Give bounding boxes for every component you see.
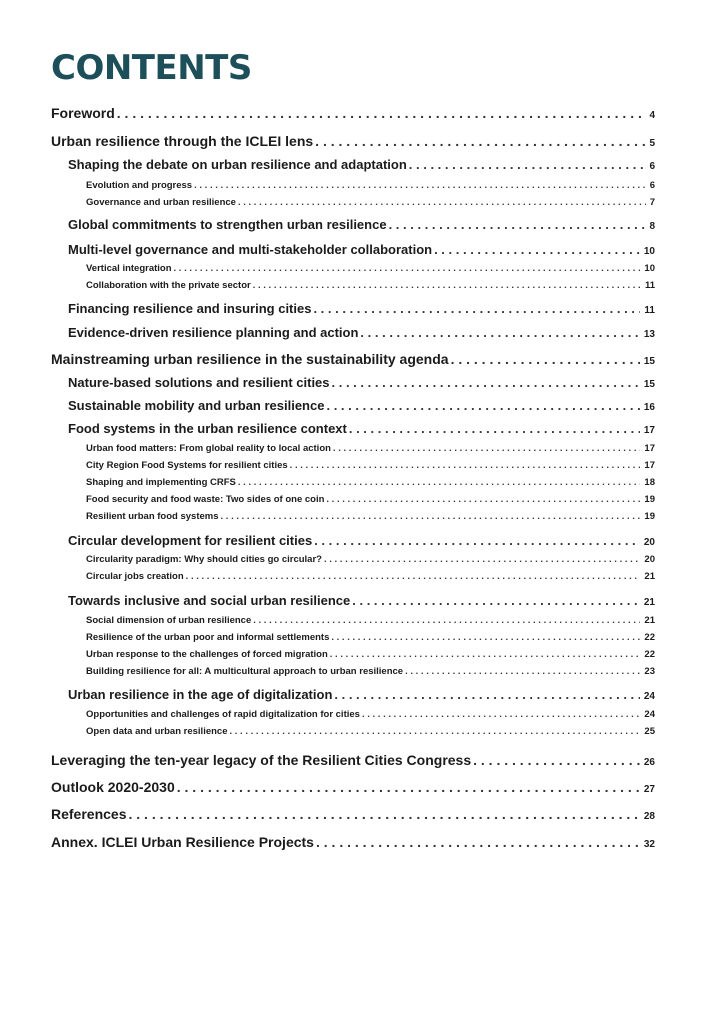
toc-entry[interactable] <box>86 180 655 191</box>
dot-leader <box>194 180 646 191</box>
toc-entry-title: Urban food matters: From global reality to local action <box>86 443 331 454</box>
toc-entry-title: Vertical integration <box>86 263 172 274</box>
toc-entry-page: 11 <box>644 280 655 291</box>
toc-entry[interactable] <box>86 494 655 505</box>
dot-leader <box>332 375 640 390</box>
dot-leader <box>238 197 646 208</box>
toc-entry[interactable] <box>51 752 655 768</box>
toc-entry[interactable] <box>68 242 655 257</box>
dot-leader <box>238 477 641 488</box>
toc-entry[interactable] <box>68 593 655 608</box>
dot-leader <box>451 351 640 367</box>
toc-entry[interactable] <box>68 421 655 436</box>
toc-entry-page: 5 <box>649 138 655 149</box>
toc-entry-page: 4 <box>649 110 655 121</box>
dot-leader <box>326 398 639 413</box>
toc-entry-page: 26 <box>643 757 655 768</box>
toc-entry-title: Open data and urban resilience <box>86 726 228 737</box>
toc-entry-page: 32 <box>643 839 655 850</box>
toc-entry-page: 17 <box>643 425 655 436</box>
toc-entry-page: 6 <box>649 161 655 172</box>
toc-entry[interactable] <box>86 632 655 643</box>
page-title: CONTENTS <box>51 48 252 88</box>
dot-leader <box>360 325 639 340</box>
toc-entry[interactable] <box>68 687 655 702</box>
toc-entry-page: 19 <box>644 511 655 522</box>
toc-entry-page: 11 <box>644 305 655 316</box>
toc-entry-page: 28 <box>643 811 655 822</box>
dot-leader <box>326 494 640 505</box>
toc-entry-page: 27 <box>643 784 655 795</box>
toc-entry-page: 10 <box>643 246 655 257</box>
toc-entry-page: 7 <box>649 197 655 208</box>
toc-entry-title: Shaping the debate on urban resilience and adaptation <box>68 157 407 172</box>
toc-entry-page: 19 <box>644 494 655 505</box>
dot-leader <box>221 511 641 522</box>
toc-entry[interactable] <box>86 726 655 737</box>
dot-leader <box>253 615 640 626</box>
toc-entry[interactable] <box>51 834 655 850</box>
toc-entry-title: Shaping and implementing CRFS <box>86 477 236 488</box>
toc-entry-title: Social dimension of urban resilience <box>86 615 252 626</box>
toc-entry-page: 22 <box>644 649 655 660</box>
dot-leader <box>352 593 640 608</box>
toc-entry-title: Nature-based solutions and resilient cities <box>68 375 330 390</box>
toc-entry-title: Foreword <box>51 105 115 121</box>
dot-leader <box>314 533 640 548</box>
toc-entry-title: Collaboration with the private sector <box>86 280 251 291</box>
toc-entry-title: Building resilience for all: A multicultural approach to urban resilience <box>86 666 404 677</box>
dot-leader <box>316 834 640 850</box>
toc-entry-title: Global commitments to strengthen urban resilience <box>68 217 387 232</box>
dot-leader <box>186 571 641 582</box>
toc-entry-title: Outlook 2020-2030 <box>51 779 175 795</box>
toc-entry[interactable] <box>86 554 655 565</box>
toc-entry-page: 17 <box>644 443 655 454</box>
dot-leader <box>129 806 640 822</box>
toc-entry[interactable] <box>68 325 655 340</box>
dot-leader <box>229 726 640 737</box>
toc-entry-title: Sustainable mobility and urban resilience <box>68 398 325 413</box>
toc-entry-page: 13 <box>643 329 655 340</box>
toc-entry[interactable] <box>68 398 655 413</box>
toc-entry-title: Food security and food waste: Two sides of one coin <box>86 494 325 505</box>
toc-entry-page: 6 <box>649 180 655 191</box>
toc-entry-page: 21 <box>643 597 655 608</box>
toc-entry-title: Governance and urban resilience <box>86 197 236 208</box>
toc-entry[interactable] <box>86 280 655 291</box>
toc-entry[interactable] <box>86 443 655 454</box>
toc-entry-title: Annex. ICLEI Urban Resilience Projects <box>51 834 314 850</box>
dot-leader <box>117 105 646 121</box>
toc-entry-title: Financing resilience and insuring cities <box>68 301 312 316</box>
toc-entry-title: References <box>51 806 127 822</box>
toc-entry[interactable] <box>51 133 655 149</box>
dot-leader <box>315 133 645 149</box>
dot-leader <box>473 752 640 768</box>
toc-entry-title: Circular jobs creation <box>86 571 184 582</box>
toc-entry-page: 17 <box>644 460 655 471</box>
toc-entry-title: Urban resilience in the age of digitalization <box>68 687 333 702</box>
dot-leader <box>405 666 640 677</box>
toc-entry-page: 21 <box>644 615 655 626</box>
dot-leader <box>290 460 641 471</box>
toc-entry[interactable] <box>86 709 655 720</box>
dot-leader <box>177 779 640 795</box>
dot-leader <box>324 554 640 565</box>
toc-entry-page: 18 <box>644 477 655 488</box>
dot-leader <box>313 301 640 316</box>
toc-entry-page: 25 <box>644 726 655 737</box>
toc-entry-page: 16 <box>643 402 655 413</box>
dot-leader <box>174 263 641 274</box>
toc-entry-title: Resilience of the urban poor and informal settlements <box>86 632 330 643</box>
toc-entry[interactable] <box>68 375 655 390</box>
dot-leader <box>330 649 641 660</box>
toc-entry-title: Circularity paradigm: Why should cities go circular? <box>86 554 322 565</box>
toc-entry-title: Circular development for resilient cities <box>68 533 313 548</box>
toc-entry-page: 23 <box>644 666 655 677</box>
toc-entry[interactable] <box>86 477 655 488</box>
toc-entry[interactable] <box>86 666 655 677</box>
toc-entry-page: 15 <box>643 356 655 367</box>
toc-entry-title: Food systems in the urban resilience context <box>68 421 347 436</box>
toc-entry-page: 24 <box>643 691 655 702</box>
dot-leader <box>434 242 640 257</box>
toc-entry-title: Towards inclusive and social urban resilience <box>68 593 351 608</box>
toc-entry[interactable] <box>51 806 655 822</box>
toc-entry[interactable] <box>51 779 655 795</box>
toc-entry[interactable] <box>68 157 655 172</box>
dot-leader <box>333 443 641 454</box>
dot-leader <box>349 421 640 436</box>
dot-leader <box>389 217 646 232</box>
toc-entry-title: Leveraging the ten-year legacy of the Resilient Cities Congress <box>51 752 472 768</box>
dot-leader <box>362 709 640 720</box>
toc-entry-page: 22 <box>644 632 655 643</box>
toc-entry-page: 15 <box>643 379 655 390</box>
toc-entry-title: Resilient urban food systems <box>86 511 219 522</box>
dot-leader <box>409 157 646 172</box>
toc-entry[interactable] <box>86 571 655 582</box>
dot-leader <box>331 632 640 643</box>
toc-entry[interactable] <box>86 263 655 274</box>
toc-entry-page: 21 <box>644 571 655 582</box>
toc-entry-title: Evidence-driven resilience planning and action <box>68 325 359 340</box>
toc-entry-title: Urban resilience through the ICLEI lens <box>51 133 314 149</box>
dot-leader <box>334 687 639 702</box>
toc-entry[interactable] <box>86 460 655 471</box>
dot-leader <box>253 280 641 291</box>
toc-entry-title: Mainstreaming urban resilience in the sustainability agenda <box>51 351 449 367</box>
toc-entry[interactable] <box>86 649 655 660</box>
toc-entry-title: Opportunities and challenges of rapid digitalization for cities <box>86 709 360 720</box>
toc-entry[interactable] <box>68 533 655 548</box>
toc-entry[interactable] <box>51 105 655 121</box>
toc-entry-page: 8 <box>649 221 655 232</box>
toc-entry[interactable] <box>86 197 655 208</box>
toc-entry-title: Evolution and progress <box>86 180 193 191</box>
toc-entry[interactable] <box>68 301 655 316</box>
toc-entry-page: 24 <box>644 709 655 720</box>
toc-entry-title: Multi-level governance and multi-stakeholder collaboration <box>68 242 433 257</box>
toc-entry[interactable] <box>51 351 655 367</box>
toc-entry[interactable] <box>86 615 655 626</box>
toc-entry[interactable] <box>86 511 655 522</box>
toc-entry-page: 10 <box>644 263 655 274</box>
toc-entry-page: 20 <box>644 554 655 565</box>
toc-entry-page: 20 <box>643 537 655 548</box>
toc-entry-title: Urban response to the challenges of forced migration <box>86 649 328 660</box>
toc-entry[interactable] <box>68 217 655 232</box>
toc-entry-title: City Region Food Systems for resilient cities <box>86 460 288 471</box>
